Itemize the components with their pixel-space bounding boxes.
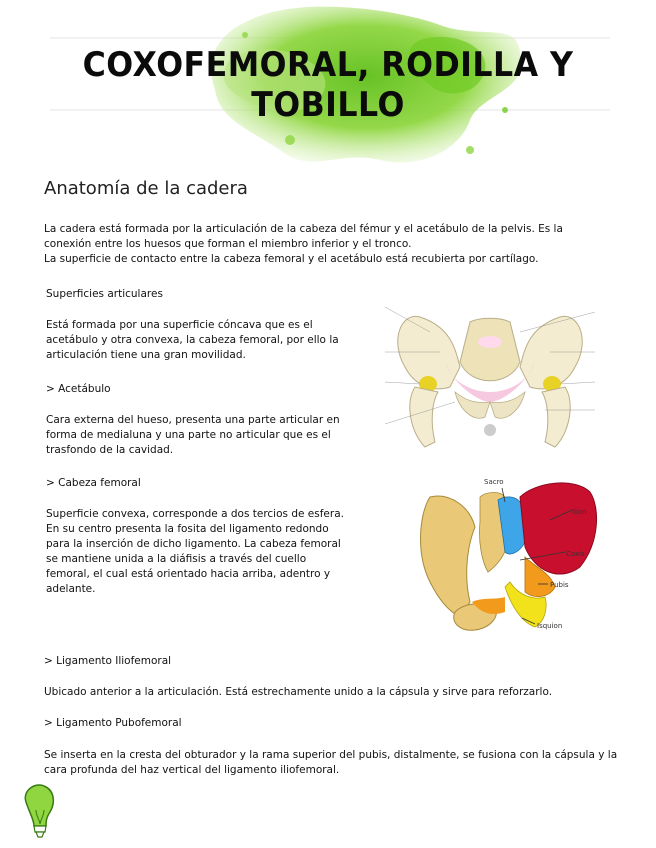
text-line: Está formada por una superficie cóncava que es el [46, 319, 313, 331]
intro-paragraph [44, 222, 624, 267]
text-line: forma de medialuna y una parte no articular que es el [46, 429, 331, 441]
text-line: Cara externa del hueso, presenta una parte articular en [46, 414, 340, 426]
superficies-text [46, 318, 346, 363]
text-line: Se inserta en la cresta del obturador y la rama superior del pubis, distalmente, se fusiona con la cápsula y la [44, 749, 618, 761]
text-line: En su centro presenta la fosita del ligamento redondo [46, 523, 329, 535]
text-line: Superficie convexa, corresponde a dos tercios de esfera. [46, 508, 344, 520]
label-isquion: Isquion [537, 622, 563, 630]
text-line: para la inserción de dicho ligamento. La cabeza femoral [46, 538, 341, 550]
superficies-label: Superficies articulares [46, 288, 163, 300]
text-line: se mantiene unida a la diáfisis a través del cuello [46, 553, 307, 565]
iliofemoral-label: > Ligamento Iliofemoral [44, 655, 172, 667]
intro-line: La cadera está formada por la articulación de la cabeza del fémur y el acetábulo de la pelvis. Es la [44, 223, 563, 235]
cabeza-text [46, 507, 356, 597]
lightbulb-icon [18, 780, 62, 840]
pelvis-illustration-colored [410, 472, 610, 636]
acetabulo-label: > Acetábulo [46, 383, 111, 395]
text-line: articulación tiene una gran movilidad. [46, 349, 246, 361]
header-banner [0, 0, 656, 180]
text-line: acetábulo y otra convexa, la cabeza femoral, por ello la [46, 334, 339, 346]
intro-line: La superficie de contacto entre la cabeza femoral y el acetábulo está recubierta por cartílago. [44, 253, 539, 265]
text-line: trasfondo de la cavidad. [46, 444, 174, 456]
label-pubis: Pubis [550, 581, 569, 589]
text-line: cara profunda del haz vertical del ligamento iliofemoral. [44, 764, 340, 776]
pubofemoral-label: > Ligamento Pubofemoral [44, 717, 182, 729]
acetabulo-text [46, 413, 346, 458]
text-line: adelante. [46, 583, 96, 595]
pubofemoral-text [44, 748, 644, 778]
label-sacro: Sacro [484, 478, 504, 486]
pelvis-illustration-anterior [360, 292, 620, 452]
intro-line: conexión entre los huesos que forman el miembro inferior y el tronco. [44, 238, 412, 250]
text-line: femoral, el cual está orientado hacia arriba, adentro y [46, 568, 331, 580]
section-heading: Anatomía de la cadera [44, 178, 248, 199]
cabeza-label: > Cabeza femoral [46, 477, 141, 489]
label-coxis: Coxis [566, 550, 585, 558]
iliofemoral-text: Ubicado anterior a la articulación. Está estrechamente unido a la cápsula y sirve para reforzarlo. [44, 686, 553, 698]
label-ilion: Ilion [572, 508, 587, 516]
page-title: COXOFEMORAL, RODILLA Y TOBILLO [82, 45, 574, 125]
